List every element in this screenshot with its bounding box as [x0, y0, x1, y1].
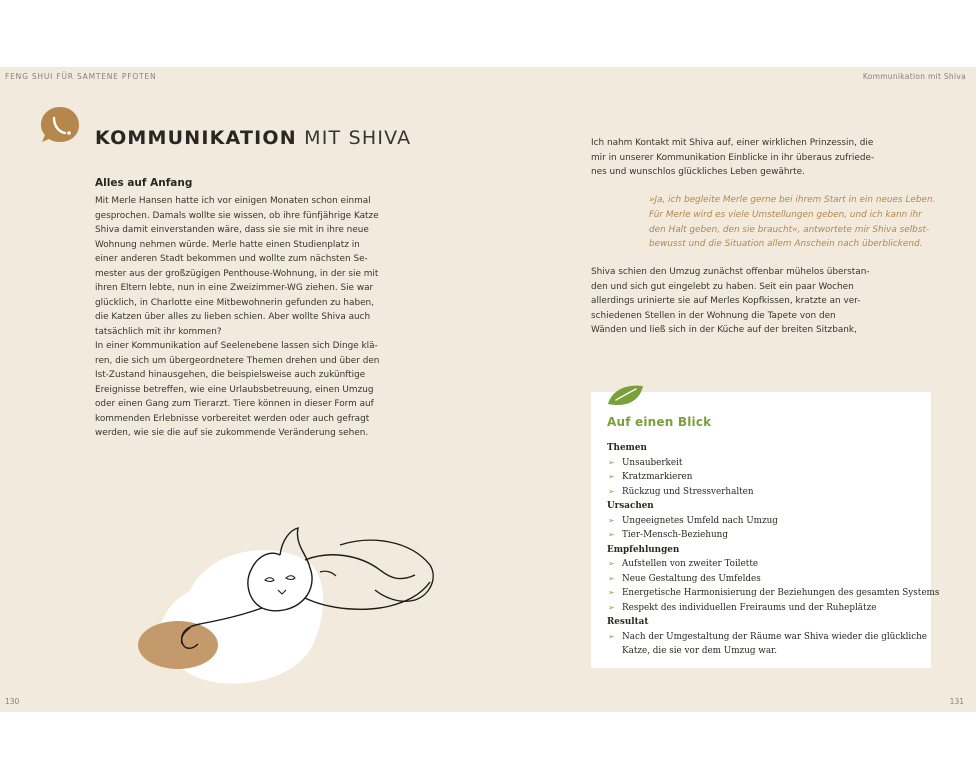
text-line: Shiva damit einverstanden wäre, dass sie sie mit in ihre neue — [95, 225, 369, 235]
list-item: ➢ Neue Gestaltung des Umfeldes — [607, 572, 927, 587]
arrow-bullet-icon: ➢ — [608, 588, 615, 597]
text-line: Wohnung nehmen würde. Merle hatte einen Studienplatz in — [95, 239, 360, 250]
text-line: gesprochen. Damals wollte sie wissen, ob ihre fünfjährige Katze — [95, 210, 379, 221]
arrow-bullet-icon: ➢ — [608, 457, 615, 467]
summary-box-title: Auf einen Blick — [607, 415, 712, 429]
text-line: werden, wie sie die auf sie zukommende Veränderung sehen. — [95, 428, 369, 438]
list-item: ➢ Unsauberkeit — [607, 456, 927, 471]
arrow-bullet-icon: ➢ — [608, 472, 615, 481]
list-item: ➢ Respekt des individuellen Freiraums und der Ruheplätze — [607, 601, 927, 616]
arrow-bullet-icon: ➢ — [608, 559, 615, 568]
text-line: Shiva schien den Umzug zunächst offenbar mühelos überstan- — [591, 267, 870, 277]
text-line: Ereignisse betreffen, wie eine Urlaubsbetreuung, einen Umzug — [95, 384, 374, 395]
text-line: glücklich, in Charlotte eine Mitbewohnerin gefunden zu haben, — [95, 297, 374, 308]
speech-bubble-icon — [40, 106, 80, 144]
arrow-bullet-icon: ➢ — [608, 486, 615, 496]
running-header-right: Kommunikation mit Shiva — [862, 72, 966, 81]
right-body-text-2 — [591, 265, 891, 338]
text-line: oder einen Gang zum Tierarzt. Tiere können in dieser Form auf — [95, 399, 374, 409]
chapter-title-bold: KOMMUNIKATION — [95, 127, 297, 149]
list-item: ➢ Ungeeignetes Umfeld nach Umzug — [607, 514, 927, 529]
arrow-bullet-icon: ➢ — [608, 573, 615, 583]
quote-line: den Halt geben, den sie braucht«, antwortete mir Shiva selbst- — [649, 224, 930, 235]
list-item: ➢ Tier-Mensch-Beziehung — [607, 528, 927, 543]
text-line: schiedenen Stellen in der Wohnung die Tapete von den — [591, 310, 836, 321]
text-line: In einer Kommunikation auf Seelenebene lassen sich Dinge klä- — [95, 341, 378, 351]
list-item-continuation: Katze, die sie vor dem Umzug war. — [622, 646, 778, 656]
leaf-icon — [606, 384, 644, 408]
text-line: mir in unserer Kommunikation Einblicke in ihr überaus zufriede- — [591, 152, 875, 163]
summary-group-heading: Empfehlungen — [607, 544, 680, 555]
text-line: Wänden und ließ sich in der Küche auf der breiten Sitzbank, — [591, 325, 857, 335]
quote-line: Für Merle wird es viele Umstellungen geben, und ich kann ihr — [649, 209, 922, 220]
list-item: ➢ Nach der Umgestaltung der Räume war Shiva wieder die glückliche — [607, 630, 927, 645]
text-line: kommenden Erlebnisse vorbereitet werden oder auch gefragt — [95, 413, 370, 424]
arrow-bullet-icon: ➢ — [608, 515, 615, 525]
summary-group-heading: Resultat — [607, 617, 649, 627]
list-item: ➢ Energetische Harmonisierung der Beziehungen des gesamten Systems — [607, 586, 927, 601]
quote-line: »Ja, ich begleite Merle gerne bei ihrem Start in ein neues Leben. — [649, 195, 936, 205]
text-line: tatsächlich mit ihr kommen? — [95, 326, 222, 337]
summary-group-heading: Ursachen — [607, 501, 654, 511]
shiva-quote — [649, 193, 939, 252]
list-item: ➢ Kratzmarkieren — [607, 470, 927, 485]
running-header-left: FENG SHUI FÜR SAMTENE PFOTEN — [5, 72, 157, 81]
arrow-bullet-icon: ➢ — [608, 631, 615, 641]
text-line: einer anderen Stadt bekommen und wollte zum nächsten Se- — [95, 254, 368, 264]
arrow-bullet-icon: ➢ — [608, 602, 615, 612]
list-item: ➢ Rückzug und Stressverhalten — [607, 485, 927, 500]
text-line: ihren Eltern lebte, nun in eine Zweizimmer-WG ziehen. Sie war — [95, 283, 374, 293]
summary-group-heading: Themen — [607, 443, 647, 453]
text-line: Ist-Zustand hinausgehen, die beispielsweise auch zukünftige — [95, 370, 366, 380]
summary-list — [607, 441, 940, 659]
left-body-text — [95, 194, 395, 441]
text-line: ren, die sich um übergeordnetere Themen drehen und über den — [95, 355, 380, 366]
text-line: nes und wunschlos glückliches Leben gewährte. — [591, 167, 805, 177]
quote-line: bewusst und die Situation allem Anschein nach überblickend. — [649, 239, 923, 250]
text-line: die Katzen über alles zu lieben schien. Aber wollte Shiva auch — [95, 312, 371, 322]
text-line: allerdings urinierte sie auf Merles Kopfkissen, kratzte an ver- — [591, 296, 861, 306]
section-subheading: Alles auf Anfang — [95, 177, 193, 189]
text-line: Ich nahm Kontakt mit Shiva auf, einer wirklichen Prinzessin, die — [591, 138, 874, 148]
page-number-left: 130 — [5, 697, 20, 706]
chapter-title-light: MIT SHIVA — [304, 127, 412, 149]
list-item: ➢ Aufstellen von zweiter Toilette — [607, 557, 927, 572]
cat-line-illustration — [130, 520, 440, 690]
text-line: den und sich gut eingelebt zu haben. Seit ein paar Wochen — [591, 281, 854, 292]
chapter-title — [95, 127, 411, 149]
page-number-right: 131 — [949, 697, 964, 706]
text-line: mester aus der großzügigen Penthouse-Wohnung, in der sie mit — [95, 268, 379, 279]
right-body-text-1 — [591, 136, 891, 180]
arrow-bullet-icon: ➢ — [608, 530, 615, 539]
text-line: Mit Merle Hansen hatte ich vor einigen Monaten schon einmal — [95, 196, 371, 206]
